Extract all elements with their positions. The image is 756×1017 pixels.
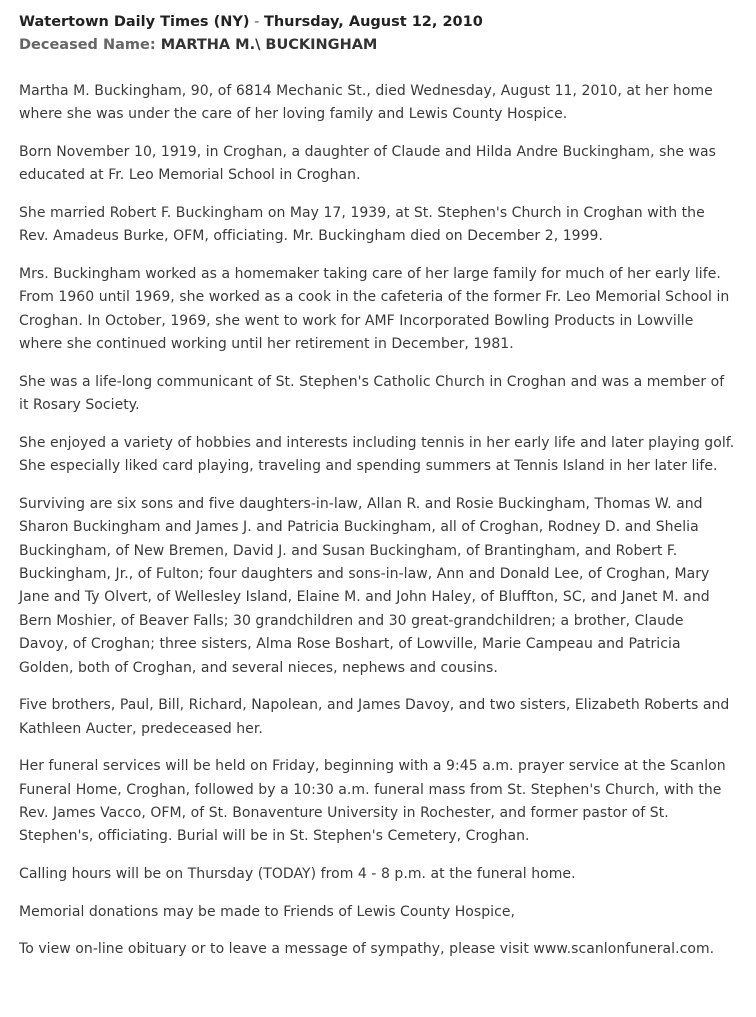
publication-name: Watertown Daily Times (NY) <box>19 14 250 30</box>
obituary-body <box>19 80 737 962</box>
paragraph-donations: Memorial donations may be made to Friends of Lewis County Hospice, <box>19 903 516 920</box>
paragraph-death-notice: Martha M. Buckingham, 90, of 6814 Mechanic St., died Wednesday, August 11, 2010, at her home where she was under the care of her loving family and Lewis County Hospice. <box>19 83 713 123</box>
paragraph-predeceased: Five brothers, Paul, Bill, Richard, Napolean, and James Davoy, and two sisters, Elizabeth Roberts and Kathleen Aucter, predeceased her. <box>19 697 730 737</box>
publication-header <box>19 11 737 34</box>
deceased-label: Deceased Name: <box>19 37 161 53</box>
paragraph-marriage: She married Robert F. Buckingham on May 17, 1939, at St. Stephen's Church in Croghan with the Rev. Amadeus Burke, OFM, officiating. Mr. Buckingham died on December 2, 1999. <box>19 205 705 245</box>
paragraph-career: Mrs. Buckingham worked as a homemaker taking care of her large family for much of her early life. From 1960 until 1969, she worked as a cook in the cafeteria of the former Fr. Leo Memorial School in Croghan. In October, 1969, she went to work for AMF Incorporated Bowling Products in Lowville where she continued working until her retirement in December, 1981. <box>19 266 730 353</box>
deceased-header <box>19 34 737 57</box>
paragraph-funeral: Her funeral services will be held on Friday, beginning with a 9:45 a.m. prayer service at the Scanlon Funeral Home, Croghan, followed by a 10:30 a.m. funeral mass from St. Stephen's Church, with the Rev. James Vacco, OFM, of St. Bonaventure University in Rochester, and former pastor of St. Stephen's, officiating. Burial will be in St. Stephen's Cemetery, Croghan. <box>19 758 726 845</box>
paragraph-online-obituary: To view on-line obituary or to leave a message of sympathy, please visit www.scanlonfuneral.com. <box>19 941 715 958</box>
paragraph-church: She was a life-long communicant of St. Stephen's Catholic Church in Croghan and was a member of it Rosary Society. <box>19 373 725 414</box>
paragraph-hobbies: She enjoyed a variety of hobbies and interests including tennis in her early life and later playing golf. She especially liked card playing, traveling and spending summers at Tennis Island in her later life. <box>19 434 735 475</box>
publication-date: Thursday, August 12, 2010 <box>263 14 483 30</box>
paragraph-birth: Born November 10, 1919, in Croghan, a daughter of Claude and Hilda Andre Buckingham, she was educated at Fr. Leo Memorial School in Croghan. <box>19 144 717 184</box>
deceased-name: MARTHA M.\ BUCKINGHAM <box>160 37 378 53</box>
paragraph-calling-hours: Calling hours will be on Thursday (TODAY) from 4 - 8 p.m. at the funeral home. <box>19 866 576 883</box>
paragraph-survivors: Surviving are six sons and five daughters-in-law, Allan R. and Rosie Buckingham, Thomas W. and Sharon Buckingham and James J. and Patricia Buckingham, all of Croghan, Rodney D. and Shelia Buckingham, of New Bremen, David J. and Susan Buckingham, of Brantingham, and Robert F. Buckingham, Jr., of Fulton; four daughters and sons-in-law, Ann and Donald Lee, of Croghan, Mary Jane and Ty Olvert, of Wellesley Island, Elaine M. and John Haley, of Bluffton, SC, and Janet M. and Bern Moshier, of Beaver Falls; 30 grandchildren and 30 great-grandchildren; a brother, Claude Davoy, of Croghan; three sisters, Alma Rose Boshart, of Lowville, Marie Campeau and Patricia Golden, both of Croghan, and several nieces, nephews and cousins. <box>19 495 710 676</box>
header-separator: - <box>249 14 264 30</box>
